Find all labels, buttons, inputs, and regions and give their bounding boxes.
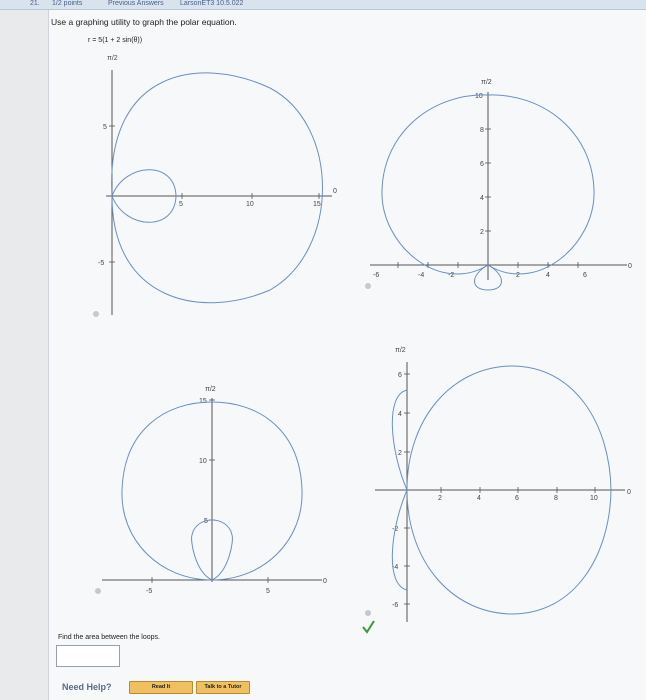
graph3-pi-label: π/2 [205,386,216,393]
points-label: 1/2 points [52,0,83,7]
graph1-tick-y-neg5: -5 [98,260,105,267]
graph4-tick-x-10: 10 [590,495,598,502]
graph2-tick-y-6: 6 [480,161,484,168]
graph2-tick-y-2: 2 [480,229,484,236]
graph4-tick-y-4: 4 [398,411,402,418]
graph2-tick-y-10: 10 [475,93,483,100]
previous-answers-link[interactable]: Previous Answers [108,0,164,7]
graph4-tick-x-4: 4 [477,495,481,502]
graph3-tick-y-5: 5 [204,518,208,525]
graph3-tick-x-5: 5 [266,588,270,595]
graph-option-1 [93,55,337,317]
graph1-radio[interactable] [93,311,99,317]
area-question-label: Find the area between the loops. [58,634,160,641]
graph1-tick-y-5: 5 [103,124,107,131]
graph4-zero-label: 0 [627,489,631,496]
graph2-tick-x-neg4: -4 [418,272,425,279]
question-instruction: Use a graphing utility to graph the polar equation. [51,17,237,27]
graph1-pi-label: π/2 [107,55,118,62]
graph4-radio[interactable] [365,610,371,616]
graph2-zero-label: 0 [628,263,632,270]
graph2-radio[interactable] [365,283,371,289]
read-it-button[interactable]: Read It [129,681,193,694]
graph4-tick-y-neg4: -4 [392,564,399,571]
graph4-tick-y-neg2: -2 [392,526,399,533]
graph2-pi-label: π/2 [481,79,492,86]
graph1-curve [112,73,323,303]
graph3-tick-y-10: 10 [199,458,207,465]
graph2-tick-x-6: 6 [583,272,587,279]
graph-option-4 [363,347,631,632]
graph3-zero-label: 0 [323,578,327,585]
graph4-pi-label: π/2 [395,347,406,354]
graph2-tick-y-4: 4 [480,195,484,202]
graph3-tick-y-15: 15 [199,398,207,405]
graph2-tick-x-2: 2 [516,272,520,279]
graph2-tick-x-4: 4 [546,272,550,279]
graph3-radio[interactable] [95,588,101,594]
graph4-tick-x-2: 2 [438,495,442,502]
graph3-tick-x-neg5: -5 [146,588,153,595]
graph4-tick-y-neg6: -6 [392,602,399,609]
graph1-tick-x-5: 5 [179,201,183,208]
graph4-tick-x-6: 6 [515,495,519,502]
question-number: 21. [30,0,40,7]
need-help-label: Need Help? [62,682,112,692]
problem-id: LarsonET3 10.5.022 [180,0,244,7]
graph1-tick-x-10: 10 [246,201,254,208]
area-answer-input[interactable] [56,645,120,667]
polar-equation: r = 5(1 + 2 sin(θ)) [88,37,143,44]
graph4-tick-y-6: 6 [398,372,402,379]
graph4-tick-y-2: 2 [398,450,402,457]
graph2-tick-x-neg2: -2 [448,272,455,279]
graph2-tick-y-8: 8 [480,127,484,134]
graph4-tick-x-8: 8 [554,495,558,502]
graph-option-3 [95,386,327,595]
talk-to-tutor-button[interactable]: Talk to a Tutor [196,681,250,694]
graph1-tick-x-15: 15 [313,201,321,208]
graph2-tick-x-neg6: -6 [373,272,380,279]
graph-option-2 [365,79,632,290]
graph1-zero-label: 0 [333,188,337,195]
correct-check-icon [363,621,374,632]
